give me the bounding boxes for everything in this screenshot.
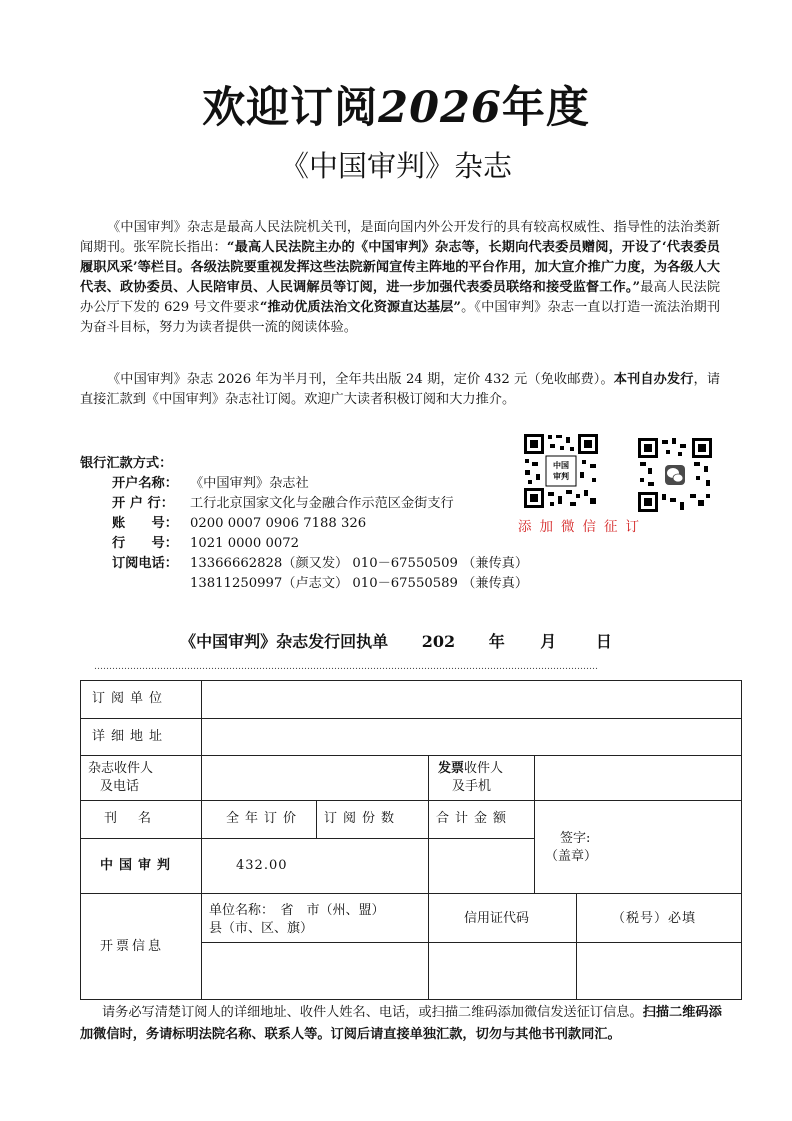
bank-row-account-no: 账 号： 0200 0007 0906 7188 326 <box>112 516 367 531</box>
bank-row-bank-no: 行 号： 1021 0000 0072 <box>112 536 300 551</box>
label-invoice-info: 开票信息 <box>100 939 165 954</box>
magazine-name: 中国审判 <box>100 858 177 873</box>
intro-paragraph-1 <box>80 218 720 338</box>
label-county: 县（市、区、旗） <box>209 921 314 936</box>
receipt-day-unit: 日 <box>595 632 612 651</box>
col-magazine-name: 刊 名 <box>104 811 156 826</box>
label-seal: （盖章） <box>545 849 598 864</box>
cut-line: …………………………………………………………………………………………………………………………………………………… <box>94 662 598 672</box>
bank-heading: 银行汇款方式： <box>80 456 173 471</box>
receipt-year: 202 <box>421 632 456 651</box>
qr-code-magazine-icon[interactable] <box>522 432 600 510</box>
bank-row-account-name: 开户名称： 《中国审判》杂志社 <box>112 476 309 491</box>
total-field[interactable] <box>429 840 533 892</box>
receipt-month-unit: 月 <box>540 632 557 651</box>
page-title <box>0 78 792 138</box>
intro-quote: “最高人民法院主办的《中国审判》杂志等，长期向代表委员赠阅，开设了‘代表委员履职风采’等栏目。各级法院要重视发挥这些法院新闻宣传主阵地的平台作用，加大宣介推广力度，为各级人大代表、政协委员、人民陪审员、人民调解员等订阅，进一步加强代表委员联络和接受监督工作。” <box>80 240 720 295</box>
copies-field[interactable] <box>317 840 427 892</box>
label-magazine-recipient: 杂志收件人 <box>88 761 154 776</box>
intro-text-a: 《中国审判》杂志是最高人民法院机关刊，是面向国内外公开发行的具有较高权威性、指导性的法治类新闻期刊。张军院长指出： <box>80 220 720 255</box>
title-year: 2026 <box>378 83 502 133</box>
intro-quote-2: “推动优质法治文化资源直达基层” <box>259 300 462 315</box>
label-credit-code: 信用证代码 <box>464 911 530 926</box>
label-subscriber-unit: 订阅单位 <box>92 691 169 706</box>
label-magazine-recipient-phone: 及电话 <box>100 779 140 794</box>
svg-text:中国: 中国 <box>553 461 569 470</box>
invoice-recipient-field[interactable] <box>535 757 740 799</box>
bank-row-bank: 开 户 行： 工行北京国家文化与金融合作示范区金街支行 <box>112 496 454 511</box>
bank-row-phone-2: 13811250997（卢志文） 010－67550589 （兼传真） <box>190 576 529 591</box>
title-suffix: 年度 <box>501 83 590 133</box>
address-field[interactable] <box>202 720 740 754</box>
intro-text-c: 。《中国审判》杂志一直以打造一流法治期刊为奋斗目标，努力为读者提供一流的阅读体验。 <box>80 300 721 335</box>
label-address: 详细地址 <box>92 729 169 744</box>
footer-note: 请务必写清楚订阅人的详细地址、收件人姓名、电话，或扫描二维码添加微信发送征订信息。扫描二维码添加微信时，务请标明法院名称、联系人等。订阅后请直接单独汇款，切勿与其他书刊款同汇。 <box>80 1005 722 1042</box>
svg-text:审判: 审判 <box>553 472 569 481</box>
tax-no-field[interactable] <box>577 944 740 998</box>
bank-row-phone: 订阅电话： 13366662828（颜又发） 010－67550509 （兼传真） <box>112 556 529 571</box>
self-distribution: 本刊自办发行 <box>613 372 694 387</box>
label-invoice-recipient: 发票收件人 <box>438 761 504 776</box>
subscriber-unit-field[interactable] <box>202 682 740 717</box>
qr-caption: 添加微信征订 <box>518 519 647 535</box>
intro-text-b: 最高人民法院办公厅下发的 629 号文件要求 <box>80 280 721 315</box>
receipt-title: 《中国审判》杂志发行回执单 202 年 月 日 <box>0 629 792 652</box>
qr-code-wechat-icon[interactable] <box>636 436 714 514</box>
col-copies: 订阅份数 <box>324 811 401 826</box>
unit-name-field[interactable] <box>202 944 427 998</box>
label-unit-name: 单位名称： 省 市（州、盟） <box>209 903 385 918</box>
label-signature: 签字: <box>560 831 591 846</box>
col-annual-price: 全年订价 <box>226 811 303 826</box>
credit-code-field[interactable] <box>429 944 575 998</box>
magazine-recipient-field[interactable] <box>202 757 427 799</box>
subscribe-text: ，请直接汇款到《中国审判》杂志社订阅。欢迎广大读者积极订阅和大力推介。 <box>80 372 721 407</box>
magazine-price: 432.00 <box>236 858 288 873</box>
label-invoice-recipient-phone: 及手机 <box>452 779 492 794</box>
receipt-year-unit: 年 <box>488 632 505 651</box>
bank-info <box>80 454 528 594</box>
price-text: 《中国审判》杂志 2026 年为半月刊，全年共出版 24 期，定价 432 元（免收邮费）。 <box>107 372 614 387</box>
intro-paragraph-2 <box>80 370 720 410</box>
col-total: 合计金额 <box>436 811 513 826</box>
label-tax-no: （税号）必填 <box>612 911 697 926</box>
page-subtitle: 《中国审判》杂志 <box>279 149 512 183</box>
title-prefix: 欢迎订阅 <box>202 83 379 133</box>
